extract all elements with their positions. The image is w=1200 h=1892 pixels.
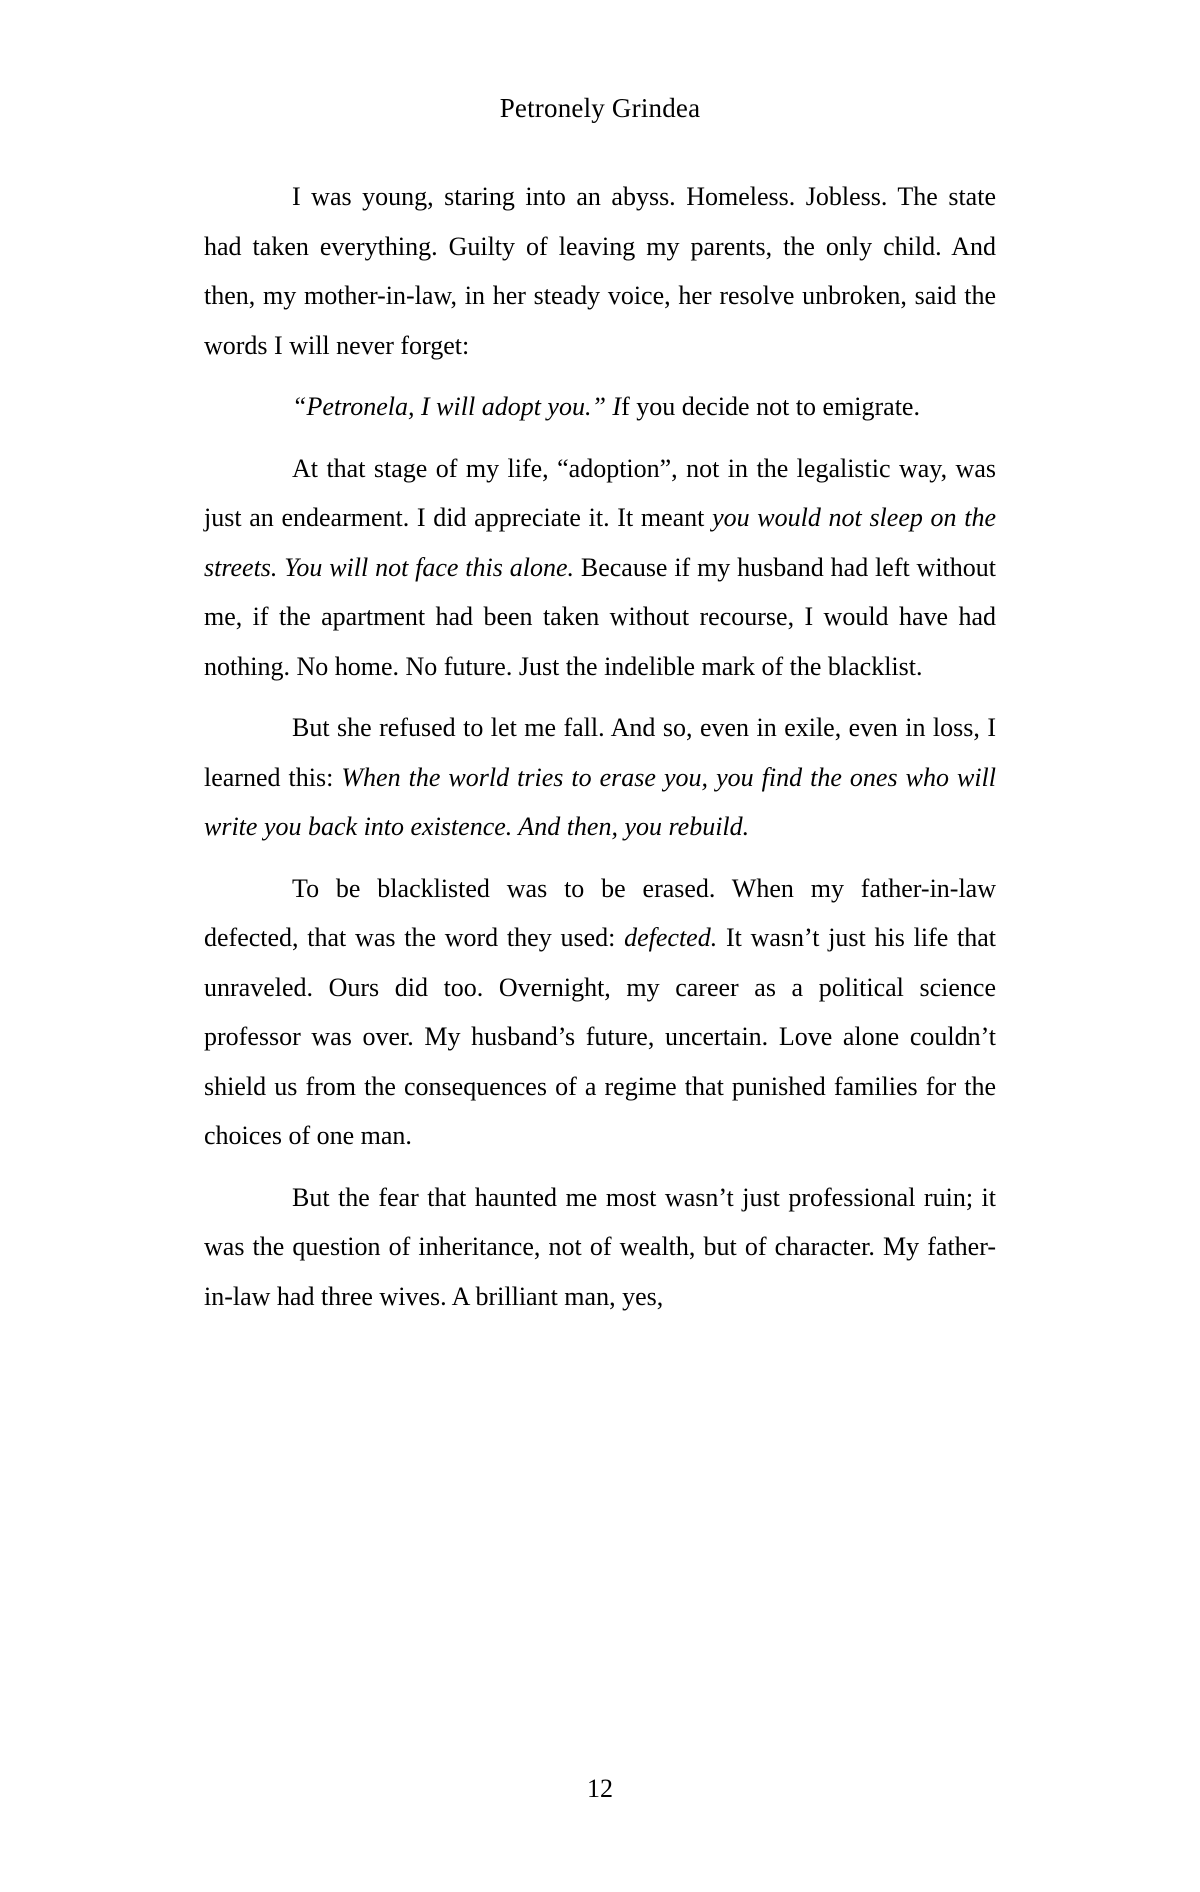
text-run: f you decide not to emigrate.	[621, 392, 920, 422]
running-head: Petronely Grindea	[499, 93, 701, 123]
paragraph-para-6	[204, 1173, 996, 1322]
text-run: When the world tries to erase you, you find the ones who will write you back into existence. And then, you rebuild.	[204, 762, 997, 842]
document-page	[0, 92, 1200, 1892]
paragraph-para-1	[204, 172, 996, 370]
paragraph-para-5	[204, 864, 996, 1161]
text-run: It wasn’t just his life that unraveled. Ours did too. Overnight, my career as a political science professor was over. My husband’s future, uncertain. Love alone couldn’t shield us from the consequences of a regime that punished families for the choices of one man.	[204, 923, 996, 1151]
paragraph-para-2	[204, 382, 996, 432]
text-run: But she refused to let me fall. And so, even in exile, even in loss, I learned this:	[204, 713, 996, 792]
paragraph-para-3	[204, 444, 996, 692]
text-run: But the fear that haunted me most wasn’t just professional ruin; it was the question of inheritance, not of wealth, but of character. My father-in-law had three wives. A brilliant man, yes,	[204, 1182, 996, 1311]
text-run: To be blacklisted was to be erased. When my father-in-law defected, that was the word they used:	[204, 873, 996, 953]
text-run: Because if my husband had left without me, if the apartment had been taken without recourse, I would have had nothing. No home. No future. Just the indelible mark of the blacklist.	[204, 552, 996, 681]
text-run: defected.	[624, 923, 718, 953]
page-number: 12	[587, 1774, 613, 1803]
text-run: I was young, staring into an abyss. Homeless. Jobless. The state had taken everything. Guilty of leaving my parents, the only child. And then, my mother-in-law, in her steady voice, her resolve unbroken, said the words I will never forget:	[204, 182, 996, 360]
text-run: “Petronela, I will adopt you.” I	[292, 392, 622, 422]
text-run: you would not sleep on the streets. You will not face this alone.	[204, 503, 996, 582]
text-run: At that stage of my life, “adoption”, not in the legalistic way, was just an endearment. I did appreciate it. It meant	[204, 453, 996, 533]
body-text	[204, 172, 996, 1321]
paragraph-para-4	[204, 703, 996, 852]
